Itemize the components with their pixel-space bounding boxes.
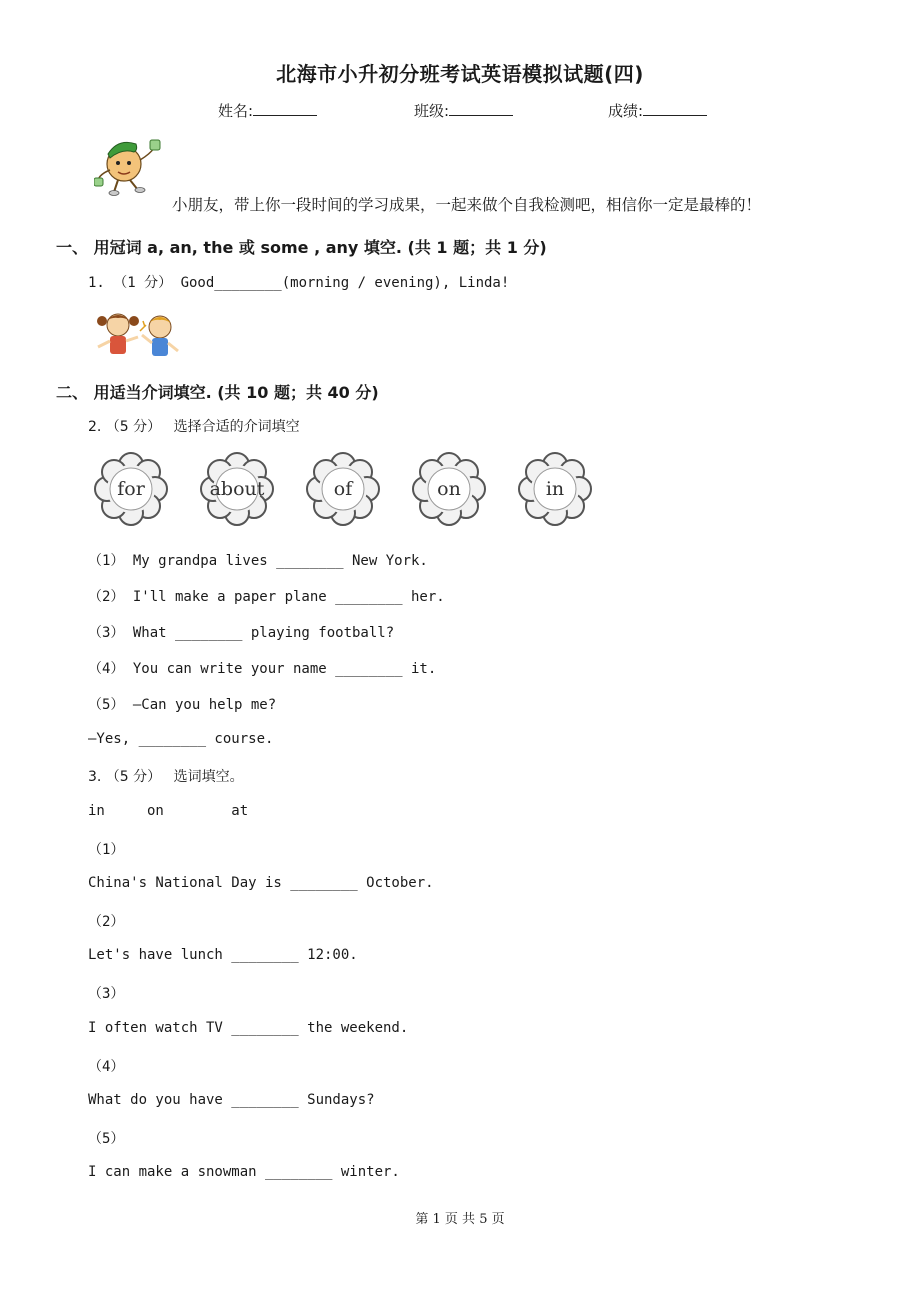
name-blank[interactable] [253,101,317,116]
q2-item-2: （2） I'll make a paper plane ________ her. [88,589,445,605]
question-2-header [88,416,300,436]
q2-item-5-answer: —Yes, ________ course. [88,731,274,747]
question-3-number: 3. （5 分） [88,769,162,785]
word-flower-on [412,452,486,526]
score-blank[interactable] [643,101,707,116]
class-field [414,100,513,121]
section-2-heading: 二、 用适当介词填空. (共 10 题；共 40 分) [56,383,379,402]
class-label: 班级: [414,102,450,120]
question-3-word-bank: in on at [88,803,249,819]
q3-item-3: I often watch TV ________ the weekend. [88,1020,409,1036]
q3-item-5: I can make a snowman ________ winter. [88,1164,400,1180]
q3-item-3-number: （3） [88,986,125,1002]
section-1-heading: 一、 用冠词 a, an, the 或 some , any 填空. (共 1 题；共 1 分) [56,238,547,257]
score-label: 成绩: [608,102,644,120]
word-flower-of [306,452,380,526]
word-label: about [209,478,265,500]
question-2-instruction: 选择合适的介词填空 [173,419,300,435]
q3-item-4: What do you have ________ Sundays? [88,1092,375,1108]
question-3-header [88,766,244,786]
intro-text: 小朋友，带上你一段时间的学习成果，一起来做个自我检测吧，相信你一定是最棒的！ [172,196,762,214]
word-label: on [437,478,461,500]
word-label: of [333,478,353,500]
q2-item-1: （1） My grandpa lives ________ New York. [88,553,428,569]
q3-item-2: Let's have lunch ________ 12:00. [88,947,358,963]
score-field [608,100,707,121]
word-flower-for [94,452,168,526]
q2-item-4: （4） You can write your name ________ it. [88,661,437,677]
q3-item-5-number: （5） [88,1131,125,1147]
class-blank[interactable] [449,101,513,116]
kids-illustration [88,307,190,361]
name-label: 姓名: [218,102,254,120]
question-3-instruction: 选词填空。 [173,769,244,785]
page-footer: 第 1 页 共 5 页 [415,1212,505,1227]
question-1: 1. （1 分） Good________(morning / evening), Linda! [88,275,510,291]
word-bank [94,452,604,526]
q3-item-2-number: （2） [88,914,125,930]
word-flower-in [518,452,592,526]
q2-item-3: （3） What ________ playing football? [88,625,395,641]
mascot-illustration [94,130,166,196]
word-label: for [117,478,145,500]
word-flower-about [200,452,274,526]
name-field [218,100,317,121]
q3-item-1: China's National Day is ________ October. [88,875,434,891]
question-2-number: 2. （5 分） [88,419,162,435]
q3-item-1-number: （1） [88,842,125,858]
q2-item-5: （5） —Can you help me? [88,697,277,713]
word-label: in [545,478,565,500]
q3-item-4-number: （4） [88,1059,125,1075]
page-title: 北海市小升初分班考试英语模拟试题(四) [276,62,644,86]
